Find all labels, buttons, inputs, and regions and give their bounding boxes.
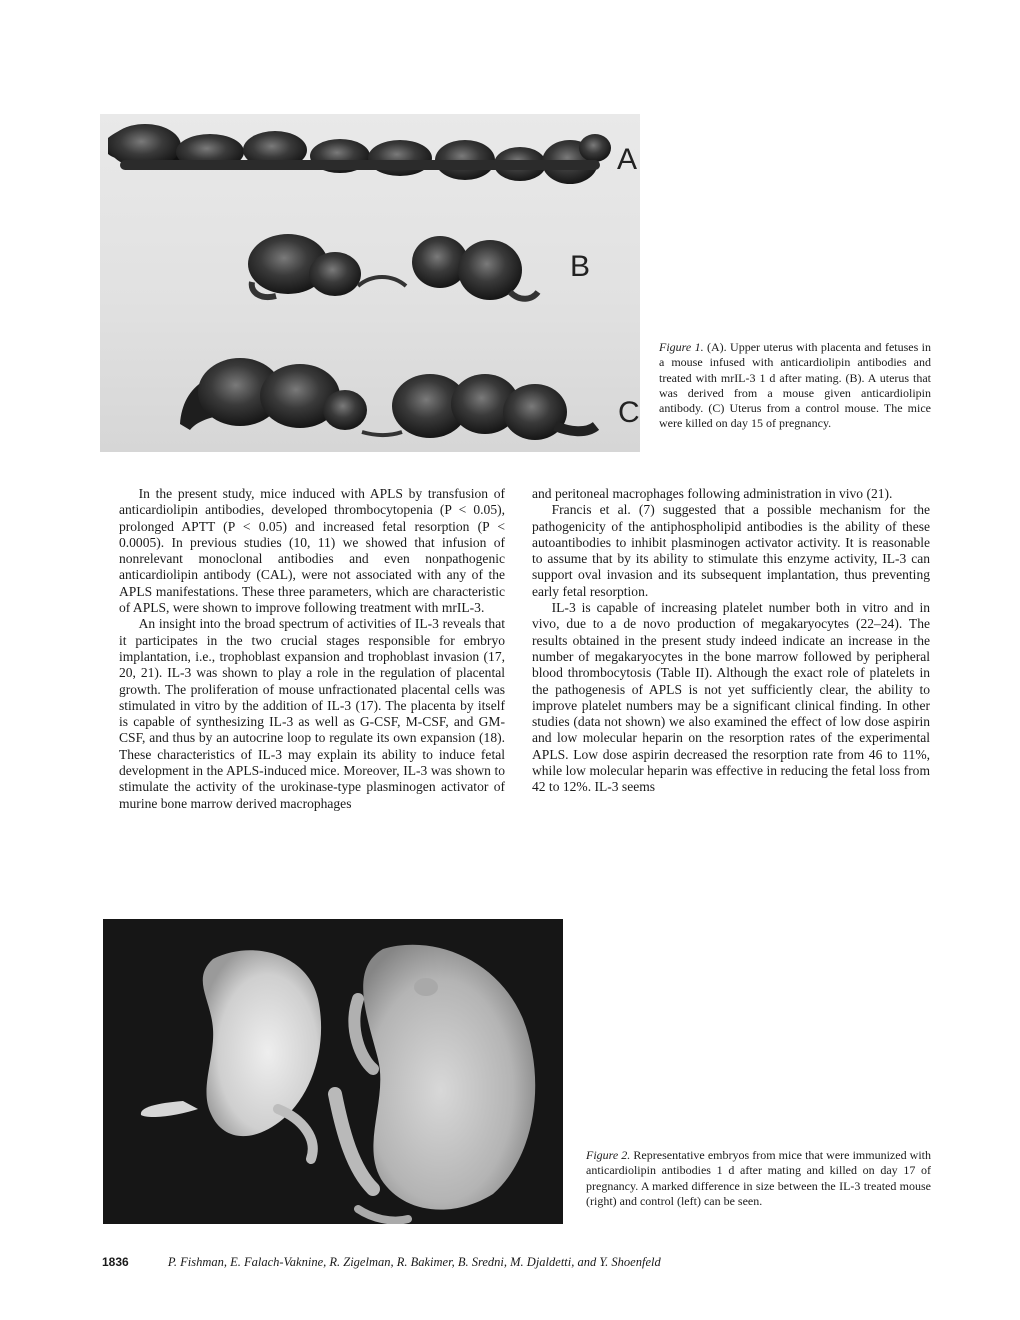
figure-2-caption-text: Representative embryos from mice that were immunized with anticardiolipin antibodies 1 d after mating and killed on day 17 of pregnancy. A marked difference in size between the IL-3 treated mouse (right) and control (left) can be seen. [586, 1148, 932, 1208]
author-list: P. Fishman, E. Falach-Vaknine, R. Zigelman, R. Bakimer, B. Sredni, M. Djaldetti, and Y. Shoenfeld [167, 1255, 661, 1269]
uterus-a [108, 124, 611, 184]
left-paragraph: In the present study, mice induced with APLS by transfusion of anticardiolipin antibodies, developed thrombocytopenia (P < 0.05), prolonged APTT (P < 0.05) and increased fetal resorption (P < 0.0005). In previous studies (10, 11) we showed that infusion of nonrelevant monoclonal antibodies and even nonpathogenic anticardiolipin antibody (CAL), were not associated with any of the APLS manifestations. These three parameters, which are characteristic of APLS, were shown to improve following treatment with mrIL-3. [119, 486, 505, 616]
right-paragraph: IL-3 is capable of increasing platelet number both in vitro and in vivo, due to a de novo production of megakaryocytes (22–24). The results obtained in the present study indeed indicate an increase in the number of megakaryocytes in the bone marrow followed by peripheral blood thrombocytosis (Table II). Although the exact role of platelets in the pathogenesis of APLS is not yet sufficiently clear, the ability to improve platelet numbers may be a significant clinical finding. In other studies (data not shown) we also examined the effect of low dose aspirin and low molecular heparin on the resorption rates of the experimental APLS. Low dose aspirin decreased the resorption rate from 46 to 11%, while low molecular heparin was effective in reducing the fetal loss from 42 to 12%. IL-3 seems [532, 600, 930, 795]
panel-label-c: C [618, 396, 640, 429]
right-paragraph: and peritoneal macrophages following administration in vivo (21). [532, 486, 893, 501]
left-column [119, 486, 505, 812]
page-footer [102, 1254, 922, 1270]
embryo-treated [335, 945, 535, 1221]
panel-label-b: B [570, 250, 591, 283]
right-column [532, 486, 930, 796]
figure-1-image [100, 114, 640, 452]
panel-label-a: A [617, 143, 638, 176]
right-paragraph: Francis et al. (7) suggested that a possible mechanism for the pathogenicity of the antiphospholipid antibodies is the ability of these autoantibodies to inhibit plasminogen activator activity. It is reasonable to assume that by its ability to stimulate this enzyme activity, IL-3 can support oval invasion and its subsequent implantation, thus preventing early fetal resorption. [532, 502, 930, 599]
figure-1-caption-text: (A). Upper uterus with placenta and fetuses in a mouse infused with anticardiolipin antibodies and treated with mrIL-3 1 d after mating. (B). A uterus that was derived from a mouse given anticardiolipin antibody. (C) Uterus from a control mouse. The mice were killed on day 15 of pregnancy. [659, 340, 931, 431]
left-paragraph: An insight into the broad spectrum of activities of IL-3 reveals that it participates in the two crucial stages responsible for embryo implantation, i.e., trophoblast expansion and trophoblast invasion (17, 20, 21). IL-3 was shown to play a role in the regulation of placental growth. The proliferation of mouse unfractionated placental cells was stimulated in vitro by the addition of IL-3 (17). The placenta by itself is capable of synthesizing IL-3 as well as G-CSF, M-CSF, and GM-CSF, and thus by an autocrine loop to regulate its own expansion (18). These characteristics of IL-3 may explain its ability to induce fetal development in the APLS-induced mice. Moreover, IL-3 was shown to stimulate the activity of the urokinase-type plasminogen activator of murine bone marrow derived macrophages [119, 616, 505, 811]
uterus-b [248, 234, 538, 300]
embryo-control [141, 950, 321, 1159]
figure-2-caption [586, 1148, 931, 1209]
figure-2-image [103, 919, 563, 1224]
figure-2-caption-label: Figure 2. [586, 1148, 631, 1162]
figure-1-caption-label: Figure 1. [659, 340, 704, 354]
uterus-c [180, 358, 596, 440]
uterus-photo [100, 114, 640, 452]
figure-1-caption [659, 340, 931, 432]
page-number: 1836 [102, 1255, 129, 1269]
embryos-photo [103, 919, 563, 1224]
